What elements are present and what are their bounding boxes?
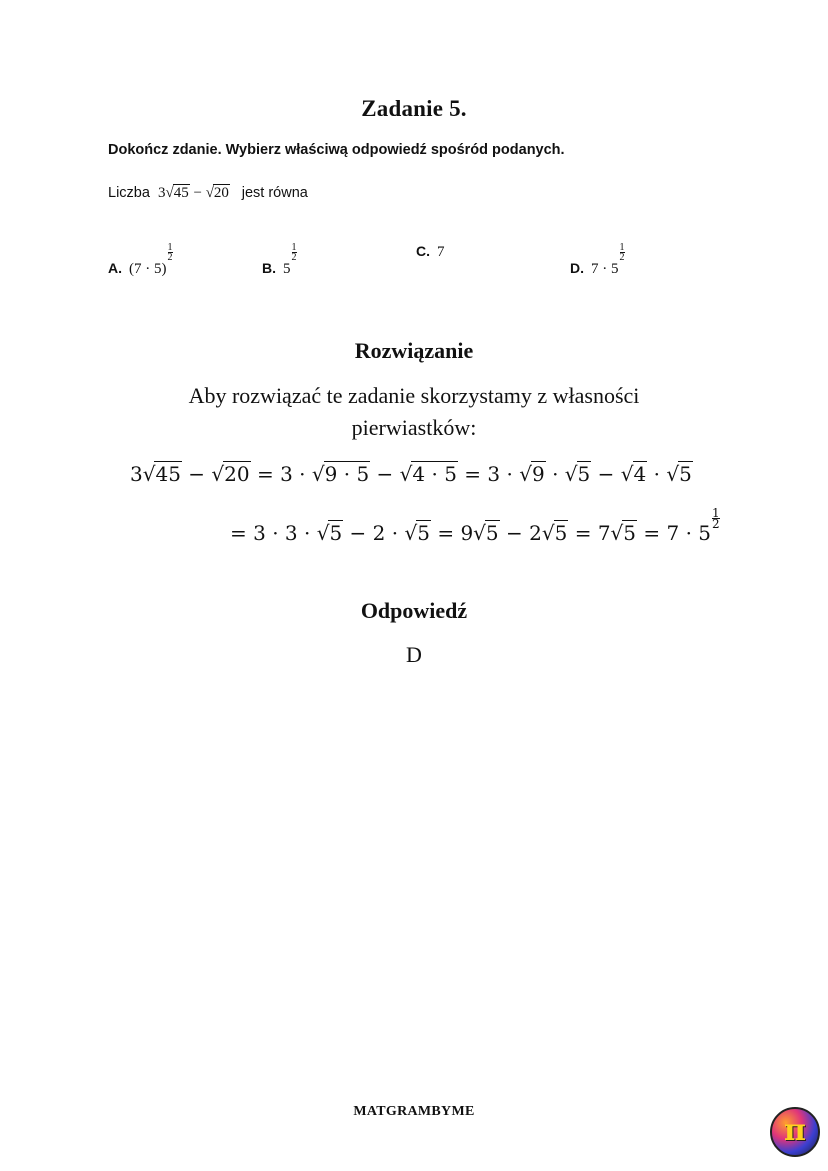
option-c-label: C.: [416, 243, 430, 259]
option-d-base: 7 · 5: [591, 261, 619, 277]
option-b[interactable]: [262, 243, 297, 278]
pi-logo-icon: π: [770, 1107, 820, 1157]
option-a[interactable]: [108, 243, 173, 278]
option-b-base: 5: [283, 261, 291, 277]
option-d-label: D.: [570, 260, 584, 276]
task-instruction: Dokończ zdanie. Wybierz właściwą odpowiedź spośród podanych.: [108, 142, 565, 158]
answer-value: D: [406, 642, 422, 667]
task-title: Zadanie 5.: [361, 96, 467, 121]
option-a-label: A.: [108, 260, 122, 276]
prompt-expression: [158, 185, 234, 201]
sqrt-45: √45: [165, 185, 189, 201]
sqrt-20: √20: [205, 185, 229, 201]
option-b-exponent: $\frac{1}{2}$: [291, 242, 297, 263]
prompt-suffix: jest równa: [241, 185, 308, 201]
option-c[interactable]: [416, 243, 445, 261]
equation-line-2: = 3 · 3 · √5 − 2 · √5 = 9√5 − 2√5 = 7√5 = 7 · 5 $\frac{1}{2}$: [230, 506, 720, 545]
prompt-prefix: Liczba: [108, 185, 150, 201]
solution-heading: Rozwiązanie: [354, 338, 474, 363]
task-prompt: [108, 185, 308, 202]
option-a-base: (7 · 5): [129, 261, 167, 277]
option-b-label: B.: [262, 260, 276, 276]
footer-brand: MATGRAMBYME: [353, 1104, 475, 1119]
equation-line-1: 3√45 − √20 = 3 · √9 · 5 − √4 · 5 = 3 · √9 · √5 − √4 · √5: [130, 462, 692, 486]
answer-heading: Odpowiedź: [360, 598, 468, 623]
option-c-base: 7: [437, 244, 445, 260]
option-d[interactable]: [570, 243, 625, 278]
prompt-coef: 3: [157, 185, 166, 201]
option-a-exponent: $\frac{1}{2}$: [167, 242, 173, 263]
prompt-minus: −: [193, 185, 202, 201]
option-d-exponent: $\frac{1}{2}$: [619, 242, 625, 263]
solution-text: Aby rozwiązać te zadanie skorzystamy z własności pierwiastków:: [188, 383, 640, 440]
